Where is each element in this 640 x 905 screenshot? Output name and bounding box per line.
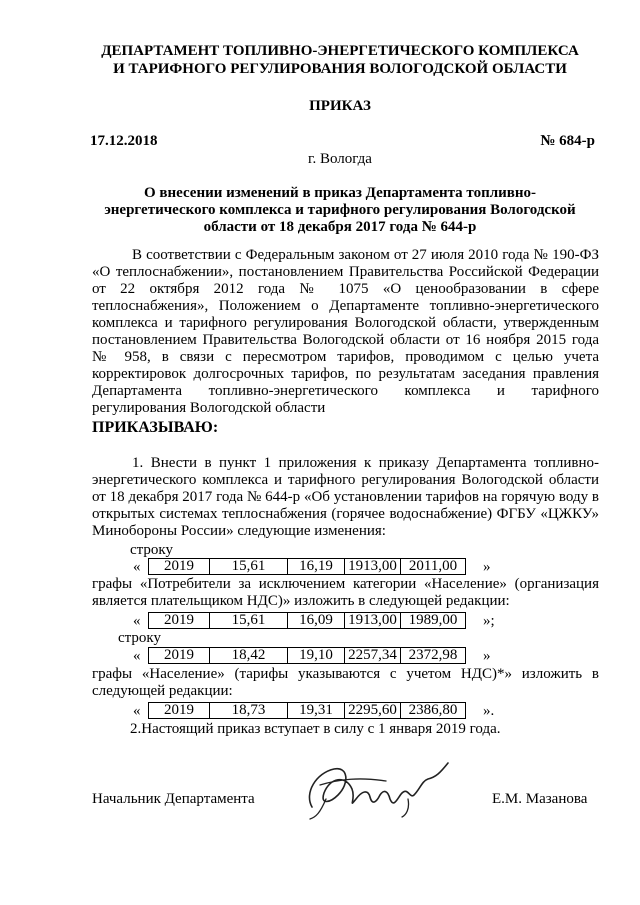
row3-col3: 19,10	[288, 648, 345, 664]
order-number: № 684-р	[540, 133, 595, 149]
row3-col2: 18,42	[210, 648, 288, 664]
row4-col5: 2386,80	[401, 703, 466, 719]
department-header-line2: И ТАРИФНОГО РЕГУЛИРОВАНИЯ ВОЛОГОДСКОЙ ОБЛАСТИ	[113, 61, 567, 77]
row1-open-quote: «	[133, 559, 141, 575]
row2-open-quote: «	[133, 613, 141, 629]
graph2-paragraph: графы «Население» (тарифы указываются с учетом НДС)*» изложить в следующей редакции:	[92, 666, 599, 699]
item2-paragraph: 2.Настоящий приказ вступает в силу с 1 января 2019 года.	[130, 721, 501, 737]
row3-col5: 2372,98	[401, 648, 466, 664]
row3-close-quote: »	[483, 648, 491, 664]
row3-col4: 2257,34	[345, 648, 401, 664]
handwritten-signature	[290, 755, 470, 825]
row4-col2: 18,73	[210, 703, 288, 719]
row4-close-quote: ».	[483, 703, 495, 719]
row2-col3: 16,09	[288, 613, 345, 629]
row3-year: 2019	[149, 648, 210, 664]
row1-col5: 2011,00	[401, 559, 466, 575]
order-date: 17.12.2018	[90, 133, 158, 149]
department-header-line1: ДЕПАРТАМЕНТ ТОПЛИВНО-ЭНЕРГЕТИЧЕСКОГО КОМПЛЕКСА	[101, 43, 579, 59]
row2-col2: 15,61	[210, 613, 288, 629]
item1-paragraph: 1. Внести в пункт 1 приложения к приказу Департамента топливно-энергетического комплекса и тарифного регулирования Вологодской области от 18 декабря 2017 года № 644-р «Об установлении тарифов на горячую воду в открытых системах теплоснабжения (горячее водоснабжение) ФГБУ «ЦЖКУ» Минобороны России» следующие изменения:	[92, 455, 599, 539]
preamble-paragraph: В соответствии с Федеральным законом от 27 июля 2010 года № 190-ФЗ «О теплоснабжении», постановлением Правительства Российской Федерации от 22 октября 2012 года № 1075 «О ценообразовании в сфере теплоснабжения», Положением о Департаменте топливно-энергетического комплекса и тарифного регулирования Вологодской области, утвержденным постановлением Правительства Вологодской области от 16 ноября 2015 года № 958, в связи с пересмотром тарифов, проводимом с целью учета корректировок долгосрочных тарифов, по результатам заседания правления Департамента топливно-энергетического комплекса и тарифного регулирования Вологодской области	[92, 247, 599, 416]
row1-close-quote: »	[483, 559, 491, 575]
order-subject	[90, 185, 590, 236]
word-stroku-2: строку	[118, 630, 161, 646]
signatory-position: Начальник Департамента	[92, 791, 255, 807]
subject-line3: области от 18 декабря 2017 года № 644-р	[203, 219, 477, 235]
tariff-table-row4	[148, 702, 466, 719]
row4-year: 2019	[149, 703, 210, 719]
row1-year: 2019	[149, 559, 210, 575]
row1-col4: 1913,00	[345, 559, 401, 575]
tariff-table-row1	[148, 558, 466, 575]
row4-col3: 19,31	[288, 703, 345, 719]
row2-year: 2019	[149, 613, 210, 629]
subject-line1: О внесении изменений в приказ Департамента топливно-	[143, 185, 537, 201]
row1-col2: 15,61	[210, 559, 288, 575]
order-city: г. Вологда	[308, 151, 372, 167]
tariff-table-row3	[148, 647, 466, 664]
row4-open-quote: «	[133, 703, 141, 719]
row4-col4: 2295,60	[345, 703, 401, 719]
prikazyvayu-heading: ПРИКАЗЫВАЮ:	[92, 419, 219, 436]
row2-col4: 1913,00	[345, 613, 401, 629]
row1-col3: 16,19	[288, 559, 345, 575]
order-title: ПРИКАЗ	[309, 98, 371, 114]
signatory-name: Е.М. Мазанова	[492, 791, 588, 807]
tariff-table-row2	[148, 612, 466, 629]
department-header	[80, 42, 600, 78]
row2-close-quote: »;	[483, 613, 495, 629]
row3-open-quote: «	[133, 648, 141, 664]
graph1-paragraph: графы «Потребители за исключением категории «Население» (организация является плательщиком НДС)» изложить в следующей редакции:	[92, 576, 599, 609]
row2-col5: 1989,00	[401, 613, 466, 629]
subject-line2: энергетического комплекса и тарифного регулирования Вологодской	[104, 202, 576, 218]
word-stroku-1: строку	[130, 542, 173, 558]
